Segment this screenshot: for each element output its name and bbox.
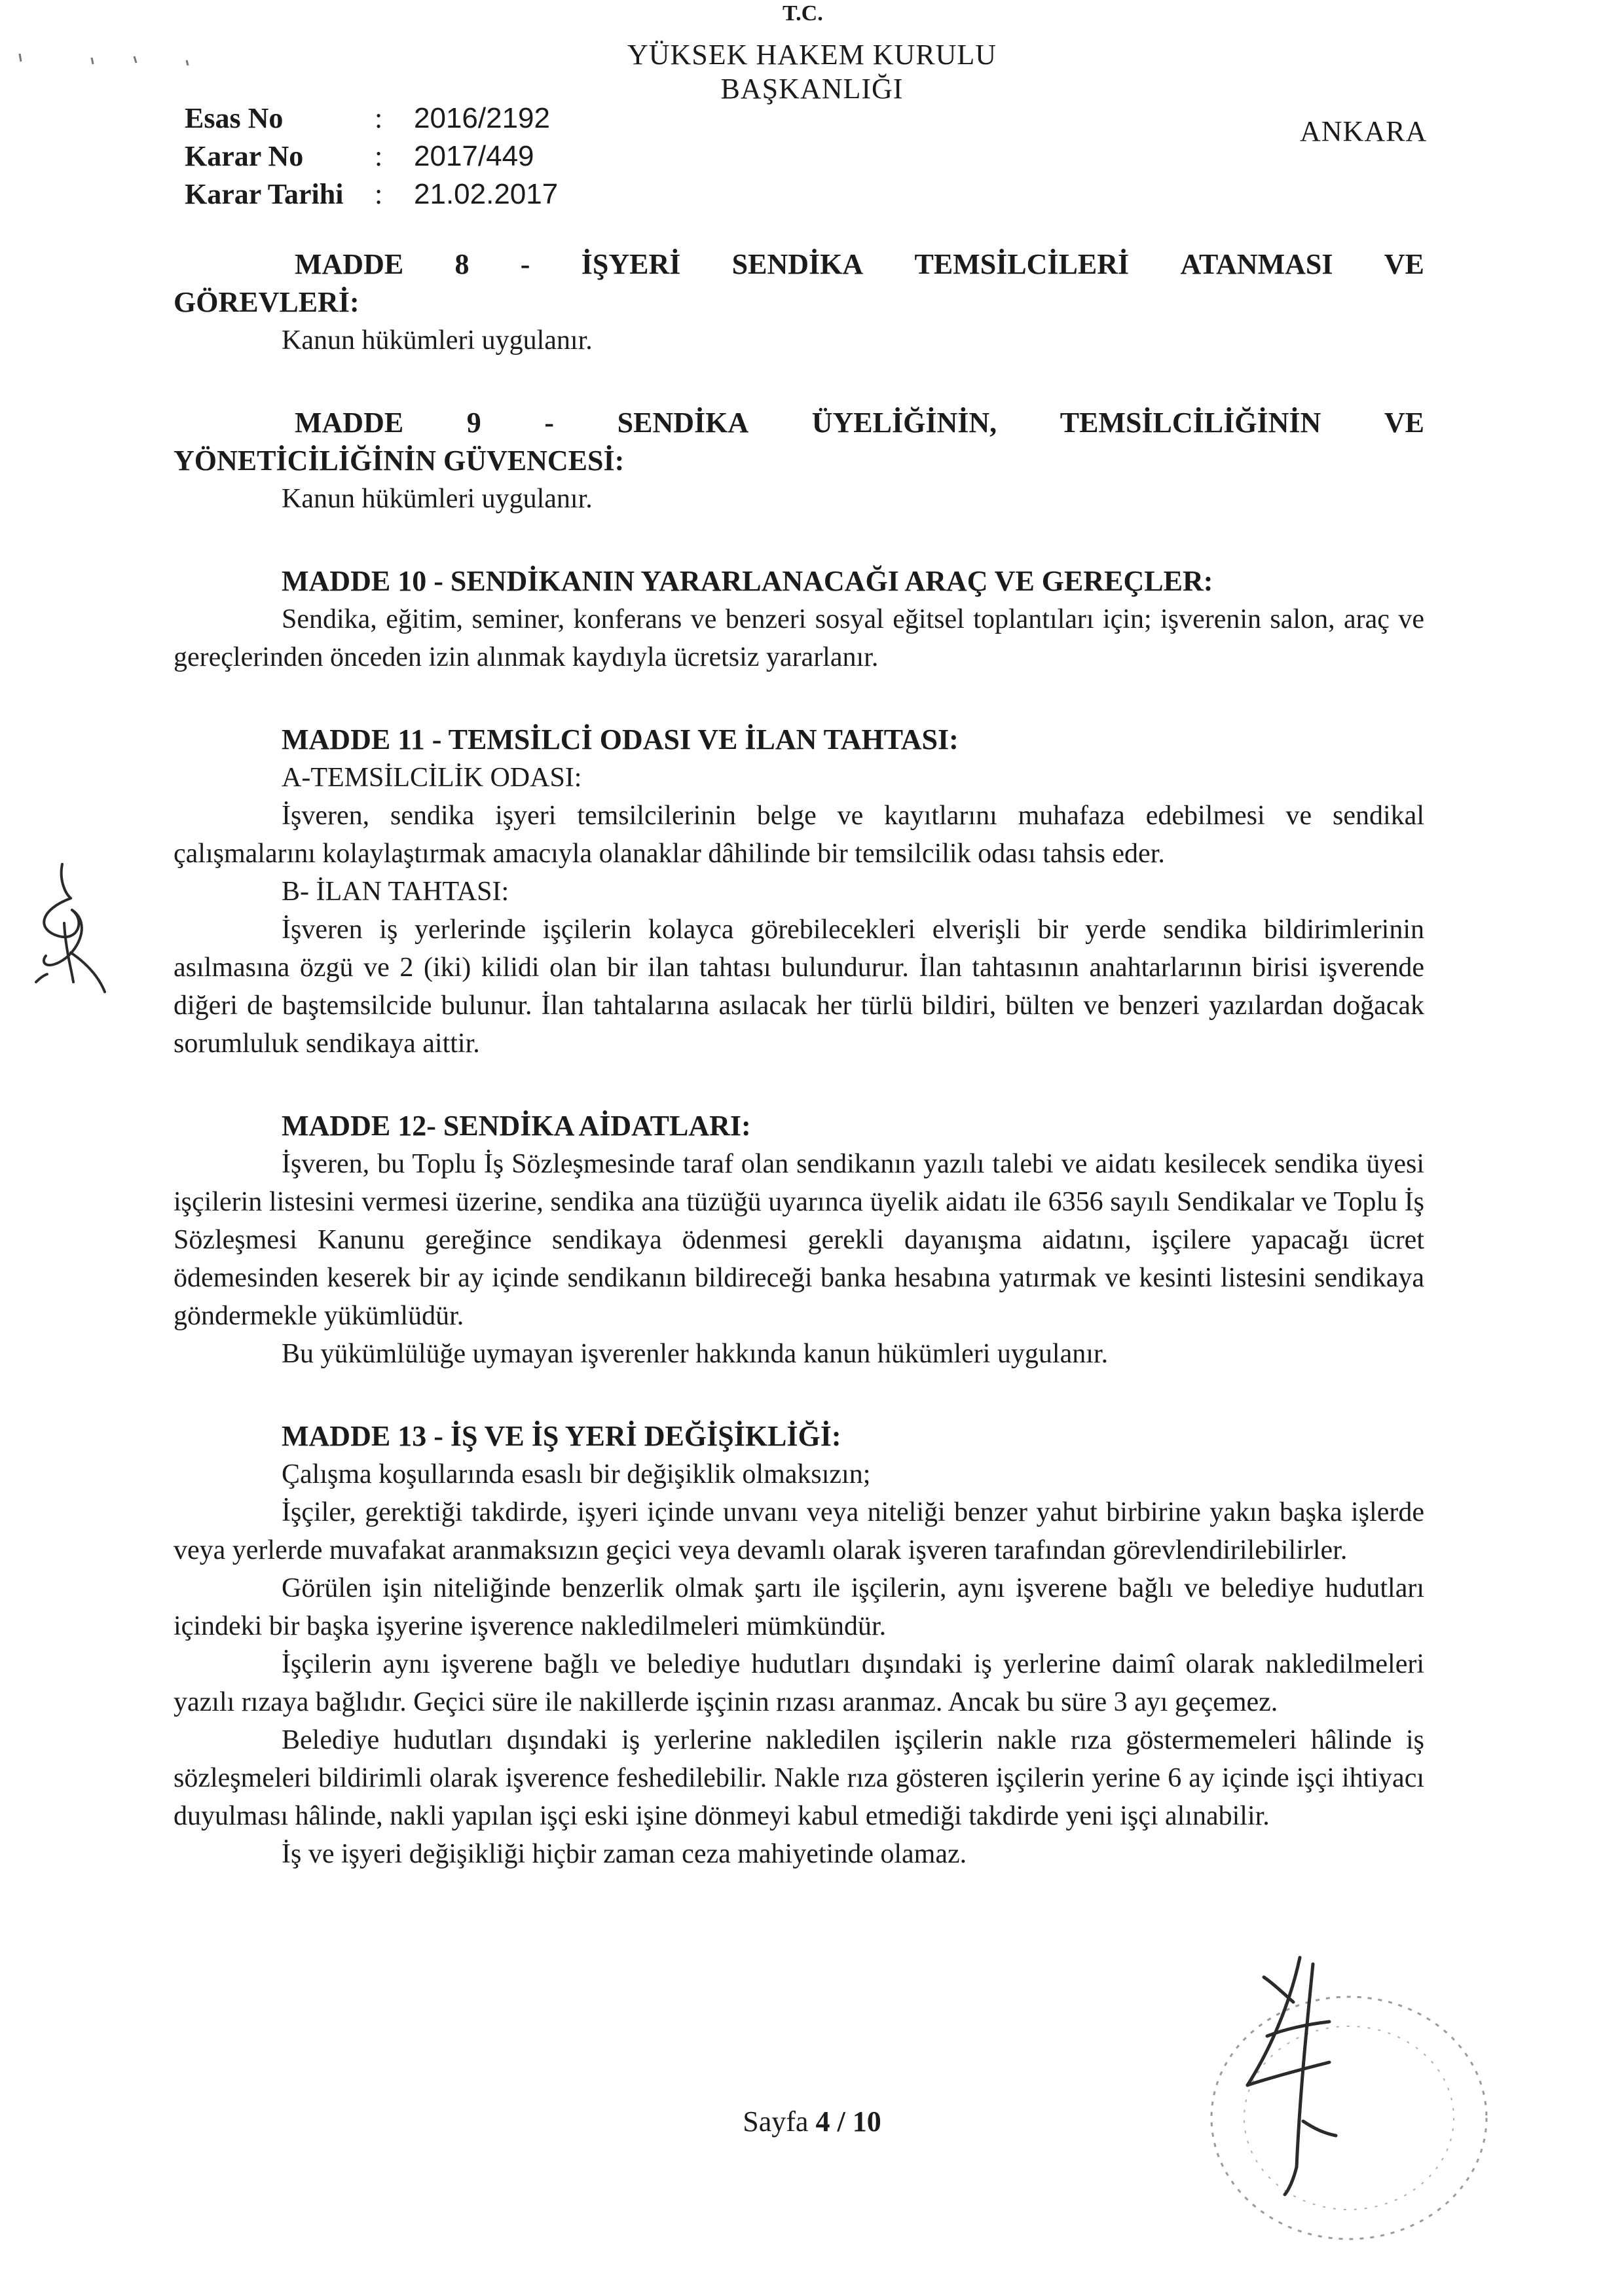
section-title-m12: MADDE 12- SENDİKA AİDATLARI: xyxy=(282,1110,751,1142)
section-title-m11: MADDE 11 - TEMSİLCİ ODASI VE İLAN TAHTASI: xyxy=(282,723,959,756)
title-word: TEMSİLCİLİĞİNİN xyxy=(1060,407,1321,439)
paragraph: Kanun hükümleri uygulanır. xyxy=(282,325,593,355)
footer-separator: / xyxy=(837,2105,845,2138)
city-label: ANKARA xyxy=(1300,115,1428,147)
page-footer xyxy=(0,2105,1624,2138)
title-word: ATANMASI xyxy=(1180,248,1333,280)
title-word: - xyxy=(520,248,530,280)
paragraph: İşçilerin aynı işverene bağlı ve belediye hudutları dışındaki iş yerlerine daimî olarak nakledilmeleri yazılı rızaya bağlıdır. Geçici süre ile nakillerde işçinin rızası aranmaz. Ancak bu süre 3 ayı geçemez. xyxy=(174,1649,1424,1717)
ref-label: Karar No xyxy=(185,140,304,172)
signature-mark xyxy=(36,864,105,992)
ref-row-esas xyxy=(185,100,558,137)
title-word: 9 xyxy=(466,407,481,439)
reference-block xyxy=(185,100,558,213)
paragraph: Bu yükümlülüğe uymayan işverenler hakkında kanun hükümleri uygulanır. xyxy=(282,1339,1109,1369)
title-word: SENDİKA xyxy=(617,407,749,439)
section-title-m8 xyxy=(174,246,1424,283)
title-word: ÜYELİĞİNİN, xyxy=(811,407,997,439)
ref-value: 2016/2192 xyxy=(414,102,550,134)
title-word: TEMSİLCİLERİ xyxy=(914,248,1130,280)
ref-value: 2017/449 xyxy=(414,140,534,172)
title-word: VE xyxy=(1384,407,1424,439)
org-name-line1: YÜKSEK HAKEM KURULU xyxy=(627,39,997,71)
paragraph: İşveren, sendika işyeri temsilcilerinin belge ve kayıtlarını muhafaza edebilmesi ve sendikal çalışmalarını kolaylaştırmak amacıyla olanaklar dâhilinde bir temsilcilik odası tahsis eder. xyxy=(174,801,1424,869)
ref-colon: : xyxy=(375,102,383,134)
paragraph: İşveren iş yerlerinde işçilerin kolayca görebilecekleri elverişli bir yerde sendika bildirimlerinin asılmasına özgü ve 2 (iki) kilidi olan bir ilan tahtası bulundurur. İlan tahtasının anahtarlarının birisi işverende diğeri de baştemsilcide bulunur. İlan tahtalarına asılacak her türlü bildiri, bülten ve benzeri yazılardan doğacak sorumluluk sendikaya aittir. xyxy=(174,915,1424,1059)
ref-row-tarih xyxy=(185,175,558,213)
tc-mark: T.C. xyxy=(783,1,823,26)
paragraph: Kanun hükümleri uygulanır. xyxy=(282,484,593,514)
paragraph: Çalışma koşullarında esaslı bir değişiklik olmaksızın; xyxy=(282,1459,871,1489)
paragraph: Sendika, eğitim, seminer, konferans ve benzeri sosyal eğitsel toplantıları için; işverenin salon, araç ve gereçlerinden önceden izin alınmak kaydıyla ücretsiz yararlanır. xyxy=(174,604,1424,672)
section-title-m10: MADDE 10 - SENDİKANIN YARARLANACAĞI ARAÇ VE GEREÇLER: xyxy=(282,565,1213,597)
paragraph: İşçiler, gerektiği takdirde, işyeri içinde unvanı veya niteliği benzer yahut birbirine yakın başka işlerde veya yerlerde muvafakat aranmaksızın geçici veya devamlı olarak işveren tarafından görevlendirilebilirler. xyxy=(174,1497,1424,1565)
footer-total: 10 xyxy=(852,2105,881,2138)
paragraph: İşveren, bu Toplu İş Sözleşmesinde taraf olan sendikanın yazılı talebi ve aidatı kesilecek sendika üyesi işçilerin listesini vermesi üzerine, sendika ana tüzüğü uyarınca üyelik aidatı ile 6356 sayılı Sendikalar ve Toplu İş Sözleşmesi Kanunu gereğince sendikaya ödenmesi gerekli dayanışma aidatını, işçilere yapacağı ücret ödemesinden keserek bir ay içinde sendikanın bildireceği banka hesabına yatırmak ve kesinti listesini sendikaya göndermekle yükümlüdür. xyxy=(174,1149,1424,1331)
ref-colon: : xyxy=(375,178,383,210)
ref-row-karar xyxy=(185,137,558,175)
title-word: SENDİKA xyxy=(731,248,864,280)
title-word: MADDE xyxy=(295,248,404,280)
paragraph: İş ve işyeri değişikliği hiçbir zaman ceza mahiyetinde olamaz. xyxy=(282,1839,967,1869)
title-word: 8 xyxy=(454,248,470,280)
section-title-m9-line2: YÖNETİCİLİĞİNİN GÜVENCESİ: xyxy=(174,445,625,477)
section-title-m8-line2: GÖREVLERİ: xyxy=(174,286,360,318)
subheading: A-TEMSİLCİLİK ODASI: xyxy=(282,763,582,793)
ref-colon: : xyxy=(375,140,383,172)
subheading: B- İLAN TAHTASI: xyxy=(282,877,509,907)
paragraph: Görülen işin niteliğinde benzerlik olmak şartı ile işçilerin, aynı işverene bağlı ve belediye hudutları içindeki bir başka işyerine işverence nakledilmeleri mümkündür. xyxy=(174,1573,1424,1641)
title-word: VE xyxy=(1384,248,1424,280)
title-word: İŞYERİ xyxy=(581,248,681,280)
org-name-line2: BAŞKANLIĞI xyxy=(720,73,904,105)
section-title-m13: MADDE 13 - İŞ VE İŞ YERİ DEĞİŞİKLİĞİ: xyxy=(282,1420,841,1452)
stamp-signature xyxy=(1211,1958,1486,2239)
paragraph: Belediye hudutları dışındaki iş yerlerine nakledilen işçilerin nakle rıza göstermemeleri hâlinde iş sözleşmeleri bildirimli olarak işverence feshedilebilir. Nakle rıza gösteren işçilerin yerine 6 ay içinde işçi ihtiyacı duyulması hâlinde, nakli yapılan işçi eski işine dönmeyi kabul etmediği takdirde yeni işçi alınabilir. xyxy=(174,1725,1424,1831)
ref-value: 21.02.2017 xyxy=(414,178,559,210)
footer-prefix: Sayfa xyxy=(743,2105,809,2138)
footer-page: 4 xyxy=(815,2105,830,2138)
title-word: - xyxy=(544,407,555,439)
document-body xyxy=(174,246,1424,1873)
ref-label: Esas No xyxy=(185,102,284,134)
title-word: MADDE xyxy=(295,407,404,439)
ref-label: Karar Tarihi xyxy=(185,178,344,210)
section-title-m9 xyxy=(174,404,1424,442)
